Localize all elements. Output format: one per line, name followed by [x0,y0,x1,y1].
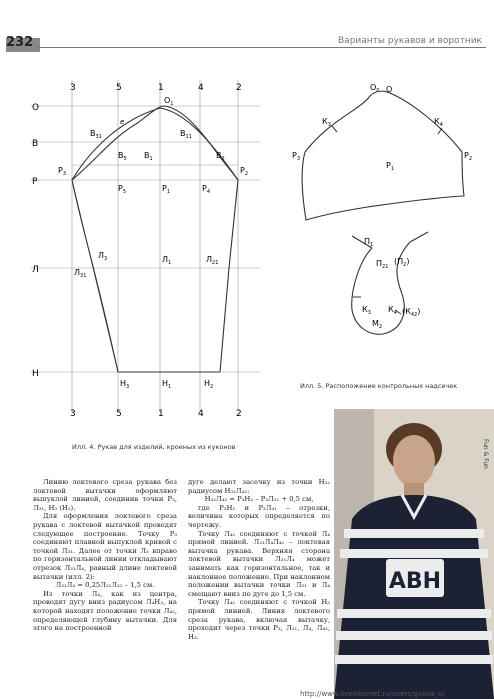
fig4-label-O1: $О_1$ [164,96,174,107]
col1-para-3: Из точки Л₄, как из центра, проводят дугу вниз радиусом Л₄Н₃, на которой находят положение точки Л₄₂, определяющей глубину вытачки. Для этого на построенной [33,589,177,633]
header-rule [36,47,486,48]
fig4-row-B: В [32,139,39,149]
fig4-row-O: О [32,103,40,113]
fig4-label-B11: $В_{11}$ [180,129,192,140]
col2-para-1: дуге делают засечку из точки Н₃₂ радиусом Н₃₂Л₄₂: [188,478,330,495]
col1-para-1: Линию локтевого среза рукава без локтевой вытачки оформляют выпуклой линией, соединив точки Р₃, Л₃₁, Н₃ (Н₂). [33,478,177,512]
watermark: http://www.liveinternet.ru/users/galina_o/ [300,690,445,698]
fig5-label-K3b: $К_3$ [362,305,371,316]
fig4-top-col-5: 5 [116,83,122,93]
figure-5-caption: Илл. 5. Расположение контрольных надсечек [300,382,458,390]
fig4-label-P1: $Р_1$ [162,184,171,195]
fig4-label-e: e [120,118,125,126]
col2-para-2: где Р₃Н₂ и Р₃Л₃₁ – отрезки, величина которых определяется по чертежу. [188,503,330,529]
fig4-label-H3: $Н_3$ [120,379,130,390]
fig5-label-O1: О [386,85,393,94]
col2-para-4: Точку Л₄₂ соединяют с точкой Н₃ прямой линией. Линия локтевого среза рукава, включая вытачку, проходит через точки Р₃, Л₃₁, Л₄, Л₄₂, Н₃. [188,598,330,641]
figure-4-sleeve-draft [20,72,295,420]
fig4-label-P4: $Р_4$ [202,184,211,195]
fig4-row-L: Л [32,265,39,275]
col2-para-3: Точку Л₄₂ соединяют с точкой Л₄ прямой линией. Л₃₁Л₄Л₄₂ – локтевая вытачка рукава. Верхняя сторона локтевой вытачки Л₃₁Л₄ может занимать как горизонтальное, так и наклонное положение. При наклонном положении вытачки точки Л₃₁ и Л₄ смещают вниз по дуге до 1,5 см. [188,529,330,598]
fig5-label-P1: $Р_1$ [386,161,395,172]
figure-4-caption: Илл. 4. Рукав для изделий, кроеных из куконов [72,443,236,451]
fig4-label-B1: $В_1$ [144,151,153,162]
fig5-label-O: $О_0$ [370,83,380,94]
photo-side-label: Fun & Fun [482,439,489,469]
fig4-top-col-1: 1 [158,83,164,93]
fig4-bottom-col-3: 3 [70,409,76,419]
fig4-label-L31: $Л_{31}$ [74,268,87,279]
boy-in-striped-sweater-image [334,409,494,699]
col1-para-2: Для оформления локтевого среза рукава с локтевой вытачкой проводят следующее построение. Точку Р₃ соединяют плавной выпуклой кривой с точкой Л₃₁. Далее от точки Л₃ вправо по горизонтальной линии откладывают отрезок Л₃₁Л₄, равный длине локтевой вытачки (илл. 2): [33,512,177,581]
fig4-label-P3: $Р_3$ [58,166,67,177]
col2-formula: Н₃₂Л₄₂ = Р₃Н₂ – Р₃Л₃₁ + 0,5 см, [204,495,314,504]
col1-formula: Л₃₁Л₄ = 0,25Л₂₁Л₃₁ – 1,5 см. [55,581,155,590]
figure-5-notches [290,80,490,380]
page-number: 232 [6,35,34,50]
fig4-row-H: Н [32,369,39,379]
fig4-label-B2: $В_2$ [216,151,225,162]
fig4-label-L1: $Л_1$ [162,255,172,266]
running-title: Варианты рукавов и воротник [338,36,482,46]
fig4-label-B31: $В_{31}$ [90,129,102,140]
text-column-1 [33,478,177,633]
fig4-bottom-col-4: 4 [198,409,204,419]
fig4-top-col-4: 4 [198,83,204,93]
shirt-print: ABH [388,569,442,594]
fig5-label-P21: $П_{21}$ [376,259,389,270]
fig4-label-L21: $Л_{21}$ [206,255,219,266]
fig4-label-H2: $Н_2$ [204,379,214,390]
fig5-label-P2p: $(П_2)$ [394,257,410,268]
fig4-label-P2: $Р_2$ [240,166,249,177]
page-header [0,0,494,50]
fig4-label-B5: $В_5$ [118,151,127,162]
fig4-label-H1: $Н_1$ [162,379,172,390]
fig5-label-P3: $Р_3$ [292,151,301,162]
fig4-top-col-3: 3 [70,83,76,93]
text-column-2 [188,478,330,641]
fig5-label-K3: $К_3$ [322,117,331,128]
fig4-row-P: Р [32,177,38,187]
fig5-label-M2: $М_2$ [372,319,383,330]
fig5-label-P1n: $П_1$ [364,237,374,248]
fig5-label-P2: $Р_2$ [464,151,473,162]
model-photo [334,409,494,699]
fig4-bottom-col-5: 5 [116,409,122,419]
fig5-label-K42: $(К_{42})$ [402,307,421,318]
fig4-label-P5: $Р_5$ [118,184,127,195]
fig4-bottom-col-2: 2 [236,409,242,419]
fig5-label-K4b: $К_4$ [388,305,397,316]
fig4-top-col-2: 2 [236,83,242,93]
fig5-label-K4: $К_4$ [434,117,443,128]
fig4-bottom-col-1: 1 [158,409,164,419]
fig4-label-L3: $Л_3$ [98,251,108,262]
